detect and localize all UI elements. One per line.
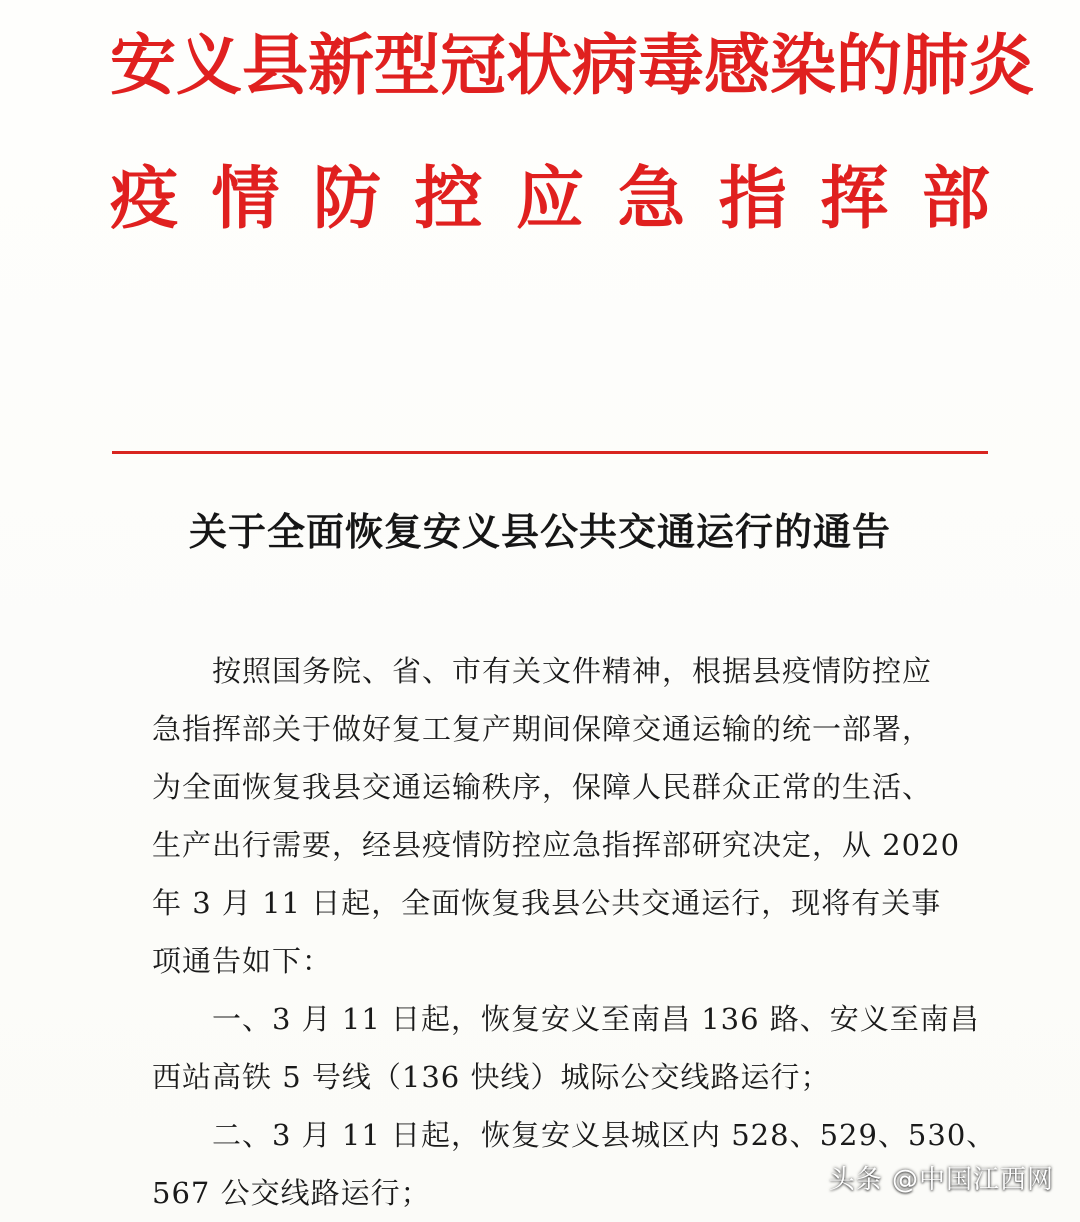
notice-body-line: 567 公交线路运行；	[152, 1176, 431, 1210]
notice-body-line: 按照国务院、省、市有关文件精神，根据县疫情防控应	[212, 654, 933, 688]
notice-body-line: 项通告如下：	[152, 944, 333, 978]
notice-body-line: 年 3 月 11 日起，全面恢复我县公共交通运行，现将有关事	[152, 886, 942, 920]
notice-body-line: 二、3 月 11 日起，恢复安义县城区内 528、529、530、	[212, 1118, 997, 1152]
notice-body-line: 一、3 月 11 日起，恢复安义至南昌 136 路、安义至南昌	[212, 1002, 980, 1036]
notice-body-line: 生产出行需要，经县疫情防控应急指挥部研究决定，从 2020	[152, 828, 961, 862]
issuer-header-line-1: 安 义 县 新 型 冠 状 病 毒 感 染 的 肺 炎	[110, 27, 1034, 104]
source-watermark: 头条 @中国江西网	[828, 1165, 1054, 1195]
notice-body-line: 西站高铁 5 号线（136 快线）城际公交线路运行；	[152, 1060, 831, 1094]
notice-body-line: 急指挥部关于做好复工复产期间保障交通运输的统一部署，	[152, 712, 933, 746]
notice-body-line: 为全面恢复我县交通运输秩序，保障人民群众正常的生活、	[152, 770, 933, 804]
notice-title: 关于全面恢复安义县公共交通运行的通告	[188, 509, 891, 554]
red-separator-rule	[112, 451, 988, 454]
issuer-header-line-2: 疫 情 防 控 应 急 指 挥 部	[110, 160, 990, 239]
